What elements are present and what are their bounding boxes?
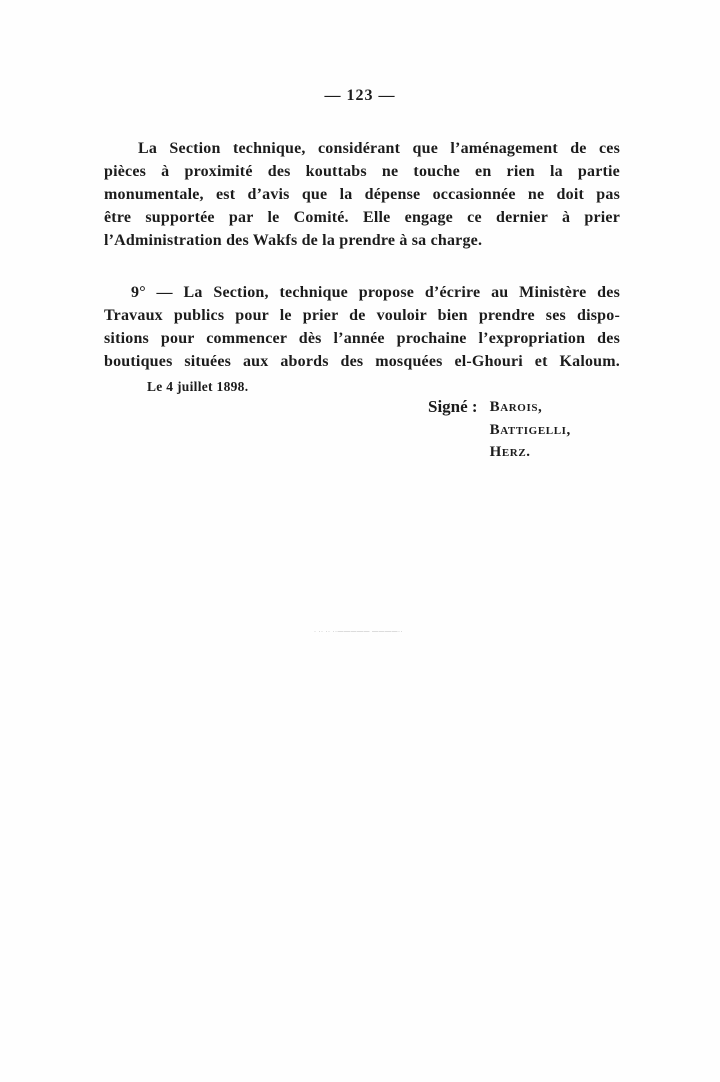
signature-block (428, 396, 571, 464)
paragraph-line: 9° — La Section, technique propose d’écrire au Ministère des (131, 284, 620, 301)
paragraph-line: être supportée par le Comité. Elle engage ce dernier à prier (104, 209, 620, 226)
text-block (104, 137, 620, 373)
signatory-name: Battigelli, (489, 421, 571, 438)
signatory-name: Herz. (489, 444, 531, 460)
paragraph-item-9 (104, 281, 620, 373)
print-artifact-mark: · ·· ·· ··————— ————·· (314, 630, 403, 634)
paragraph-line: Travaux publics pour le prier de vouloir bien prendre ses dispo- (104, 307, 620, 324)
page-number: — 123 — (324, 87, 396, 104)
paragraph-line: monumentale, est d’avis que la dépense occasionnée ne doit pas (104, 186, 620, 203)
signature-label: Signé : (428, 397, 478, 416)
paragraph-line: l’Administration des Wakfs de la prendre à sa charge. (104, 232, 483, 249)
paragraph-line: La Section technique, considérant que l’aménagement de ces (138, 140, 620, 157)
dateline: Le 4 juillet 1898. (147, 379, 249, 394)
signatory-name: Barois, (489, 399, 543, 415)
paragraph-line: boutiques situées aux abords des mosquées el-Ghouri et Kaloum. (104, 353, 620, 370)
paragraph-line: sitions pour commencer dès l’année prochaine l’expropriation des (104, 330, 620, 347)
paragraph-section-technique (104, 137, 620, 252)
paragraph-line: pièces à proximité des kouttabs ne touche en rien la partie (104, 163, 620, 180)
signature-names (490, 396, 571, 464)
